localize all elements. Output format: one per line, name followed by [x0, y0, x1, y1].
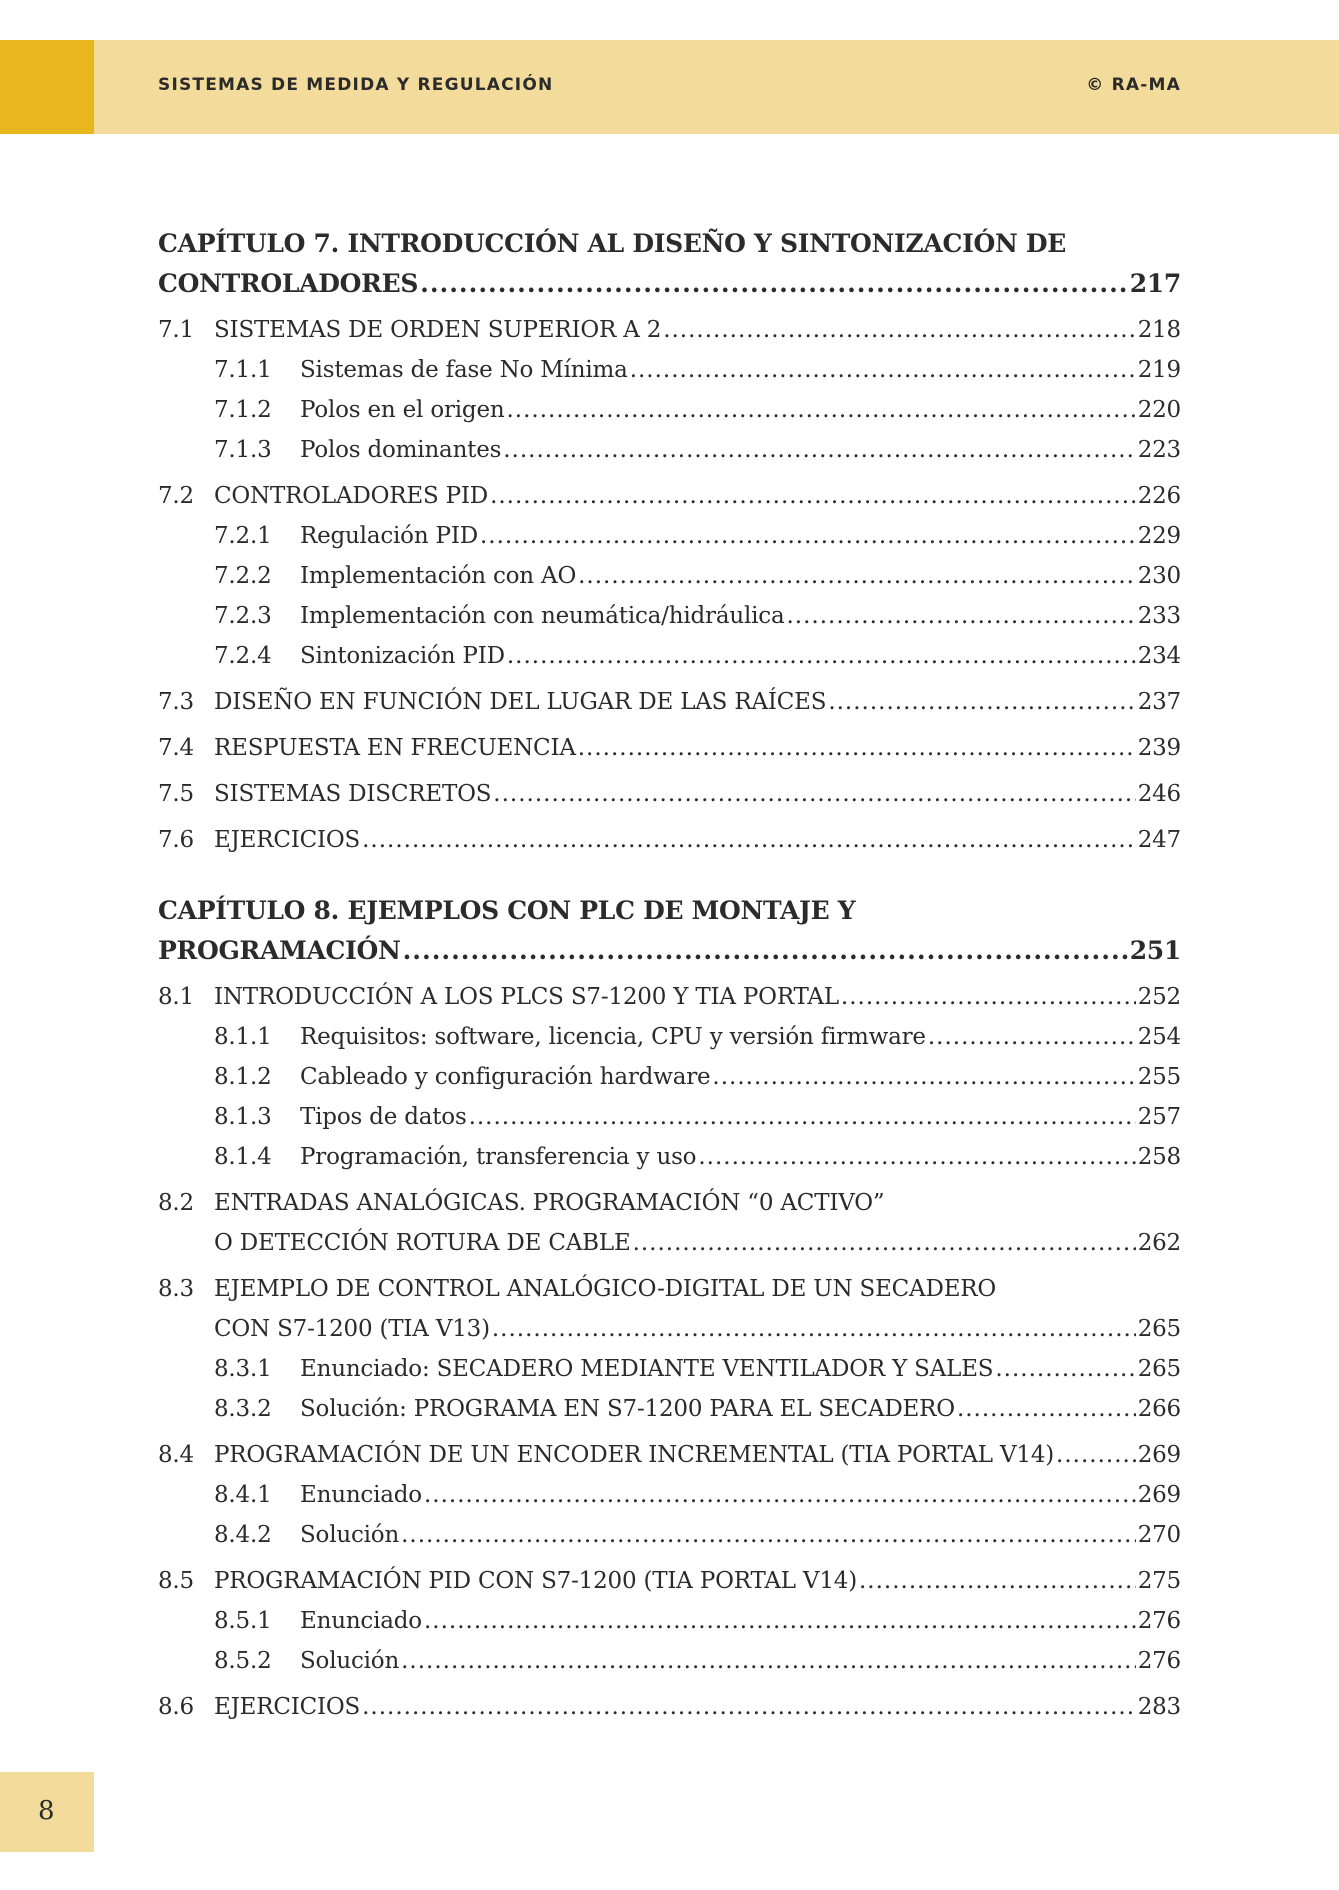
chapter-title-line2[interactable] [158, 931, 1181, 971]
subsection-page: 270 [1137, 1522, 1181, 1548]
section-page: 226 [1137, 483, 1181, 509]
chapter-title-line2[interactable] [158, 264, 1181, 304]
toc-entry[interactable] [158, 1389, 1181, 1429]
chapter-title-continued: CONTROLADORES [158, 269, 419, 298]
section-number: 8.1 [158, 984, 194, 1010]
subsection-title: Tipos de datos [300, 1104, 467, 1130]
section-page: 247 [1137, 827, 1181, 853]
dot-leader [786, 596, 1135, 636]
toc-entry[interactable] [158, 596, 1181, 636]
subsection-number: 8.4.1 [214, 1482, 272, 1508]
subsection-title: Solución [300, 1648, 400, 1674]
section-number: 7.3 [158, 689, 194, 715]
dot-leader [362, 1687, 1136, 1727]
chapter-7 [158, 224, 1181, 860]
subsection-page: 220 [1137, 397, 1181, 423]
dot-leader [633, 1223, 1136, 1263]
subsection-page: 276 [1137, 1648, 1181, 1674]
subsection-title: Cableado y configuración hardware [300, 1064, 711, 1090]
toc-entry[interactable] [158, 1017, 1181, 1057]
section-title: EJERCICIOS [214, 1694, 361, 1720]
toc-entry[interactable] [158, 682, 1181, 722]
section-title: PROGRAMACIÓN DE UN ENCODER INCREMENTAL (TIA PORTAL V14) [214, 1442, 1055, 1468]
subsection-title: Requisitos: software, licencia, CPU y versión firmware [300, 1024, 926, 1050]
toc-entry[interactable] [158, 1641, 1181, 1681]
subsection-number: 8.1.1 [214, 1024, 272, 1050]
toc-entry[interactable] [158, 1097, 1181, 1137]
dot-leader [507, 636, 1136, 676]
dot-leader [506, 390, 1135, 430]
dot-leader [401, 1515, 1136, 1555]
section-number: 7.2 [158, 483, 194, 509]
page-number: 8 [38, 1796, 55, 1826]
section-number: 8.5 [158, 1568, 194, 1594]
toc-entry[interactable] [158, 556, 1181, 596]
subsection-title: Sistemas de fase No Mínima [300, 357, 628, 383]
toc-entry[interactable] [158, 1687, 1181, 1727]
toc-entry[interactable] [158, 820, 1181, 860]
subsection-title: Solución [300, 1522, 400, 1548]
subsection-title: Polos dominantes [300, 437, 502, 463]
dot-leader [469, 1097, 1136, 1137]
section-title: SISTEMAS DE ORDEN SUPERIOR A 2 [214, 317, 662, 343]
subsection-number: 7.2.3 [214, 603, 272, 629]
subsection-title: Implementación con neumática/hidráulica [300, 603, 785, 629]
subsection-page: 219 [1137, 357, 1181, 383]
subsection-title: Enunciado [300, 1482, 422, 1508]
chapter-page: 217 [1129, 269, 1181, 298]
section-page: 239 [1137, 735, 1181, 761]
section-number: 7.1 [158, 317, 194, 343]
section-title: EJEMPLO DE CONTROL ANALÓGICO-DIGITAL DE UN SECADERO [214, 1276, 997, 1302]
subsection-number: 8.5.2 [214, 1648, 272, 1674]
subsection-page: 230 [1137, 563, 1181, 589]
subsection-number: 8.1.2 [214, 1064, 272, 1090]
section-page: 265 [1137, 1316, 1181, 1342]
toc-entry-multiline[interactable] [158, 1183, 1181, 1263]
subsection-title: Implementación con AO [300, 563, 577, 589]
dot-leader [841, 977, 1136, 1017]
section-title: EJERCICIOS [214, 827, 361, 853]
section-number: 7.6 [158, 827, 194, 853]
section-title: CONTROLADORES PID [214, 483, 489, 509]
subsection-page: 234 [1137, 643, 1181, 669]
chapter-8 [158, 891, 1181, 1727]
subsection-number: 7.2.2 [214, 563, 272, 589]
section-page: 218 [1137, 317, 1181, 343]
subsection-number: 8.4.2 [214, 1522, 272, 1548]
subsection-title: Sintonización PID [300, 643, 505, 669]
section-page: 252 [1137, 984, 1181, 1010]
section-title: SISTEMAS DISCRETOS [214, 781, 492, 807]
toc-entry[interactable] [158, 1601, 1181, 1641]
dot-leader [490, 476, 1136, 516]
toc-entry[interactable] [158, 310, 1181, 350]
subsection-title: Regulación PID [300, 523, 478, 549]
section-number: 7.4 [158, 735, 194, 761]
dot-leader [424, 1601, 1136, 1641]
chapter-title-continued: PROGRAMACIÓN [158, 936, 401, 965]
subsection-page: 276 [1137, 1608, 1181, 1634]
section-page: 275 [1137, 1568, 1181, 1594]
running-header-publisher: © RA-MA [1086, 75, 1181, 95]
dot-leader [362, 820, 1136, 860]
section-title-continued: O DETECCIÓN ROTURA DE CABLE [214, 1230, 631, 1256]
dot-leader [1056, 1435, 1136, 1475]
toc-entry[interactable] [158, 977, 1181, 1017]
dot-leader [957, 1389, 1136, 1429]
toc-entry[interactable] [158, 1137, 1181, 1177]
subsection-page: 254 [1137, 1024, 1181, 1050]
subsection-page: 223 [1137, 437, 1181, 463]
table-of-contents [158, 224, 1181, 1731]
subsection-page: 265 [1137, 1356, 1181, 1382]
toc-entry[interactable] [158, 1349, 1181, 1389]
dot-leader [630, 350, 1136, 390]
section-page: 246 [1137, 781, 1181, 807]
subsection-number: 8.1.3 [214, 1104, 272, 1130]
subsection-number: 7.2.1 [214, 523, 272, 549]
toc-entry[interactable] [158, 516, 1181, 556]
section-page: 269 [1137, 1442, 1181, 1468]
subsection-title: Polos en el origen [300, 397, 505, 423]
dot-leader [493, 774, 1135, 814]
subsection-number: 7.1.2 [214, 397, 272, 423]
subsection-number: 8.1.4 [214, 1144, 272, 1170]
subsection-number: 8.3.2 [214, 1396, 272, 1422]
dot-leader [578, 728, 1136, 768]
subsection-page: 266 [1137, 1396, 1181, 1422]
subsection-page: 269 [1137, 1482, 1181, 1508]
section-title: INTRODUCCIÓN A LOS PLCS S7-1200 Y TIA PORTAL [214, 984, 839, 1010]
toc-entry[interactable] [158, 476, 1181, 516]
chapter-page: 251 [1129, 936, 1181, 965]
section-title: PROGRAMACIÓN PID CON S7-1200 (TIA PORTAL V14) [214, 1568, 857, 1594]
toc-entry[interactable] [158, 1057, 1181, 1097]
dot-leader [698, 1137, 1135, 1177]
subsection-page: 229 [1137, 523, 1181, 549]
dot-leader [995, 1349, 1135, 1389]
section-number: 8.3 [158, 1276, 194, 1302]
subsection-page: 255 [1137, 1064, 1181, 1090]
toc-entry[interactable] [158, 774, 1181, 814]
subsection-number: 7.2.4 [214, 643, 272, 669]
subsection-title: Enunciado [300, 1608, 422, 1634]
toc-entry[interactable] [158, 350, 1181, 390]
toc-entry[interactable] [158, 1475, 1181, 1515]
section-page: 262 [1137, 1230, 1181, 1256]
subsection-number: 8.3.1 [214, 1356, 272, 1382]
dot-leader [859, 1561, 1136, 1601]
dot-leader [401, 1641, 1136, 1681]
toc-entry[interactable] [158, 1561, 1181, 1601]
toc-entry[interactable] [158, 430, 1181, 470]
dot-leader [928, 1017, 1136, 1057]
dot-leader [712, 1057, 1135, 1097]
section-number: 8.4 [158, 1442, 194, 1468]
dot-leader [828, 682, 1135, 722]
section-page: 283 [1137, 1694, 1181, 1720]
subsection-title: Solución: PROGRAMA EN S7-1200 PARA EL SECADERO [300, 1396, 955, 1422]
chapter-title: CAPÍTULO 8. EJEMPLOS CON PLC DE MONTAJE Y [158, 896, 856, 925]
chapter-title: CAPÍTULO 7. INTRODUCCIÓN AL DISEÑO Y SINTONIZACIÓN DE [158, 229, 1067, 258]
subsection-title: Programación, transferencia y uso [300, 1144, 697, 1170]
dot-leader [480, 516, 1136, 556]
dot-leader [578, 556, 1136, 596]
running-header-title: SISTEMAS DE MEDIDA Y REGULACIÓN [158, 75, 554, 95]
dot-leader [663, 310, 1136, 350]
subsection-number: 7.1.3 [214, 437, 272, 463]
toc-entry[interactable] [158, 1435, 1181, 1475]
section-title-continued: CON S7-1200 (TIA V13) [214, 1316, 490, 1342]
toc-entry[interactable] [158, 390, 1181, 430]
dot-leader [503, 430, 1135, 470]
subsection-title: Enunciado: SECADERO MEDIANTE VENTILADOR Y SALES [300, 1356, 994, 1382]
section-title: RESPUESTA EN FRECUENCIA [214, 735, 576, 761]
section-title: ENTRADAS ANALÓGICAS. PROGRAMACIÓN “0 ACTIVO” [214, 1190, 885, 1216]
subsection-page: 257 [1137, 1104, 1181, 1130]
dot-leader [420, 264, 1128, 304]
subsection-page: 258 [1137, 1144, 1181, 1170]
section-title: DISEÑO EN FUNCIÓN DEL LUGAR DE LAS RAÍCES [214, 689, 827, 715]
toc-entry[interactable] [158, 636, 1181, 676]
dot-leader [424, 1475, 1136, 1515]
section-number: 8.6 [158, 1694, 194, 1720]
dot-leader [403, 931, 1128, 971]
subsection-number: 8.5.1 [214, 1608, 272, 1634]
subsection-number: 7.1.1 [214, 357, 272, 383]
section-number: 7.5 [158, 781, 194, 807]
section-number: 8.2 [158, 1190, 194, 1216]
toc-entry[interactable] [158, 728, 1181, 768]
header-accent-block [0, 40, 94, 134]
subsection-page: 233 [1137, 603, 1181, 629]
toc-entry[interactable] [158, 1515, 1181, 1555]
dot-leader [492, 1309, 1136, 1349]
toc-entry-multiline[interactable] [158, 1269, 1181, 1349]
section-page: 237 [1137, 689, 1181, 715]
